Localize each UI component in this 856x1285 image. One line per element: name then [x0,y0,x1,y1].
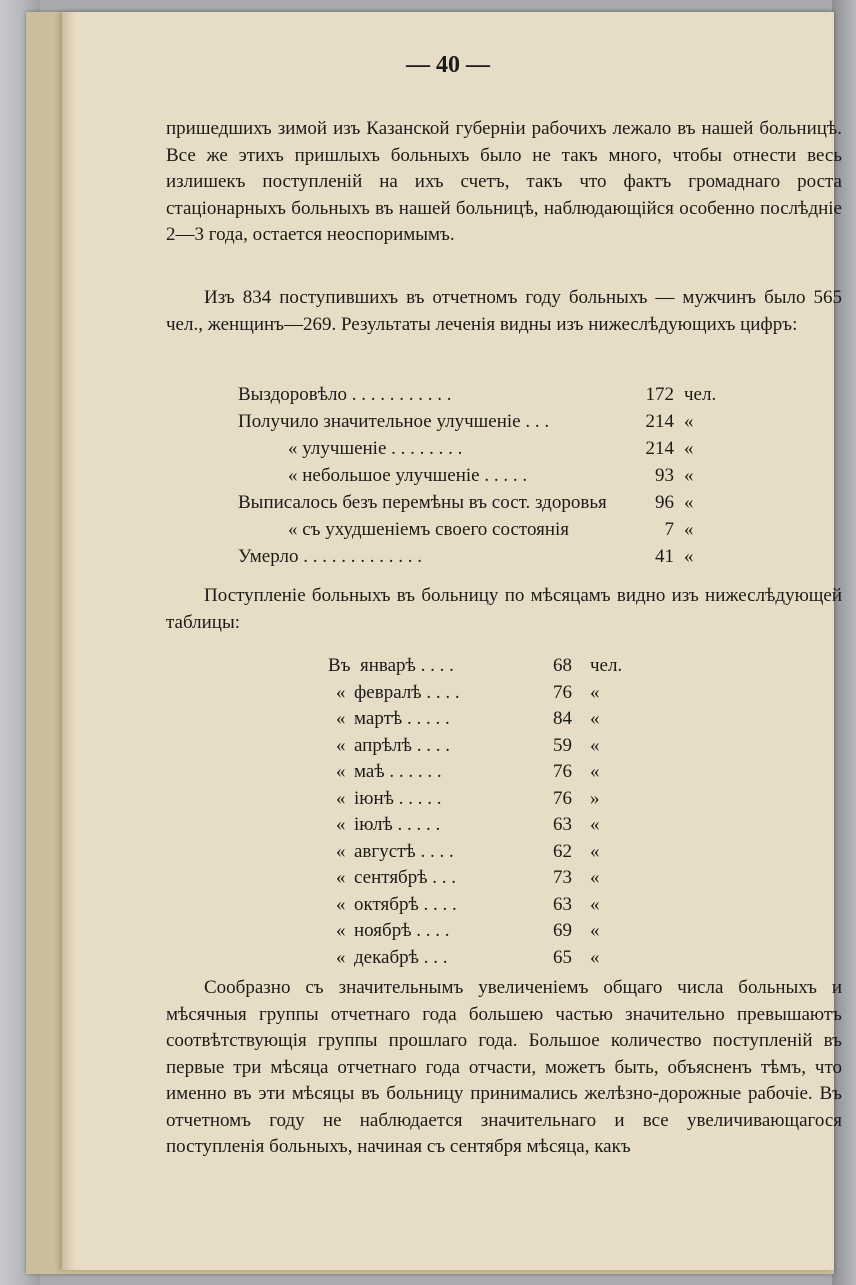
month-label: декабрѣ . . . [354,946,448,968]
month-value: 68 [553,655,572,676]
outcome-value: 96 [655,492,674,513]
month-value: 65 [553,946,572,968]
outcome-row [238,489,718,516]
month-label: іюлѣ . . . . . [354,814,441,835]
outcome-label: « съ ухудшеніемъ своего состоянія [288,519,570,540]
month-value: 63 [553,814,572,835]
month-label: маѣ . . . . . . [354,761,442,782]
month-unit: « [590,840,600,862]
paragraph-3: Поступленіе больныхъ въ больницу по мѣсяцамъ видно изъ нижеслѣдующей таблицы: [166,585,842,633]
outcome-value: 214 [645,411,674,432]
outcome-label: Выписалось безъ перемѣны въ сост. здоровья [238,492,607,513]
month-row [328,892,628,919]
month-unit: « [590,893,600,915]
month-label: сентябрѣ . . . [354,867,457,888]
outcome-value: 93 [655,465,674,486]
month-label: январѣ . . . . [360,655,454,676]
month-row [328,865,628,892]
month-prefix: « [336,840,346,862]
outcome-label: Получило значительное улучшеніе . . . [238,411,550,432]
paragraph-4: Сообразно съ значительнымъ увеличеніемъ общаго числа больныхъ и мѣсячныя группы отчетнаго года большею частью значительно превышаютъ соотвѣтствующія группы прошлаго года. Большое количество поступленій въ первые три мѣсяца отчетнаго года отчасти, можетъ быть, объясненъ тѣмъ, что именно въ эти мѣсяцы въ больницу принимались желѣзно-дорожные рабочіе. Въ отчетномъ году не наблюдается значительнаго и все увеличивающагося поступленія больныхъ, начиная съ сентября мѣсяца, какъ [166,977,842,1157]
month-value: 84 [553,708,572,729]
month-prefix: « [336,814,346,835]
outcome-row [238,543,718,570]
month-unit: « [590,681,600,703]
month-prefix: « [336,867,346,888]
outcome-row [238,435,718,462]
month-prefix: « [336,920,346,941]
monthly-admissions-table [328,653,628,971]
month-label: февралѣ . . . . [354,681,460,703]
month-unit: « [590,946,600,968]
month-row [328,918,628,945]
outcome-row [238,462,718,489]
month-unit: « [590,814,600,835]
outcome-unit: « [684,492,694,513]
outcome-row [238,516,718,543]
month-prefix: « [336,761,346,782]
month-row [328,839,628,866]
outcome-label: « улучшеніе . . . . . . . . [288,438,463,459]
outcome-unit: « [684,465,694,486]
month-value: 59 [553,734,572,756]
month-row [328,653,628,680]
month-prefix: « [336,893,346,915]
month-value: 76 [553,681,572,703]
outcome-unit: « [684,438,694,459]
month-label: августѣ . . . . [354,840,454,862]
month-value: 62 [553,840,572,862]
treatment-outcomes-table [238,381,718,570]
paragraph-1: пришедшихъ зимой изъ Казанской губерніи рабочихъ лежало въ нашей больницѣ. Все же этихъ пришлыхъ больныхъ было не такъ много, чтобы отнести весь излишекъ поступленій на ихъ счетъ, такъ что фактъ громаднаго роста стаціонарныхъ больныхъ въ нашей больницѣ, наблюдающійся особенно послѣдніе 2—3 года, остается неоспоримымъ. [166,118,842,245]
page-number: — 40 — [406,52,490,78]
month-row [328,680,628,707]
outcome-unit: чел. [684,384,717,405]
outcome-label: Умерло . . . . . . . . . . . . . [238,546,422,567]
month-prefix: Въ [328,655,351,676]
month-row [328,812,628,839]
month-row [328,786,628,813]
month-unit: « [590,734,600,756]
month-label: ноябрѣ . . . . [354,920,450,941]
month-value: 73 [553,867,572,888]
month-unit: « [590,867,600,888]
month-label: іюнѣ . . . . . [354,787,442,809]
month-row [328,733,628,760]
outcome-row [238,381,718,408]
document-page [62,12,842,1270]
outcome-unit: « [684,411,694,432]
month-label: мартѣ . . . . . [354,708,450,729]
outcome-value: 7 [664,519,674,540]
outcome-label: Выздоровѣло . . . . . . . . . . . [238,384,452,405]
month-row [328,945,628,972]
month-unit: » [590,787,600,809]
outcome-unit: « [684,546,694,567]
paragraph-2: Изъ 834 поступившихъ въ отчетномъ году больныхъ — мужчинъ было 565 чел., женщинъ—269. Результаты леченія видны изъ нижеслѣдующихъ цифръ: [166,287,842,335]
month-unit: чел. [590,655,623,676]
month-prefix: « [336,708,346,729]
month-value: 63 [553,893,572,915]
month-unit: « [590,920,600,941]
month-value: 76 [553,787,572,809]
month-unit: « [590,761,600,782]
month-row [328,759,628,786]
outcome-value: 172 [645,384,674,405]
month-unit: « [590,708,600,729]
month-prefix: « [336,734,346,756]
month-row [328,706,628,733]
outcome-unit: « [684,519,694,540]
month-value: 76 [553,761,572,782]
month-value: 69 [553,920,572,941]
outcome-value: 214 [645,438,674,459]
month-prefix: « [336,946,346,968]
outcome-value: 41 [655,546,674,567]
outcome-row [238,408,718,435]
month-label: октябрѣ . . . . [354,893,457,915]
month-label: апрѣлѣ . . . . [354,734,450,756]
outcome-label: « небольшое улучшеніе . . . . . [288,465,528,486]
month-prefix: « [336,681,346,703]
month-prefix: « [336,787,346,809]
